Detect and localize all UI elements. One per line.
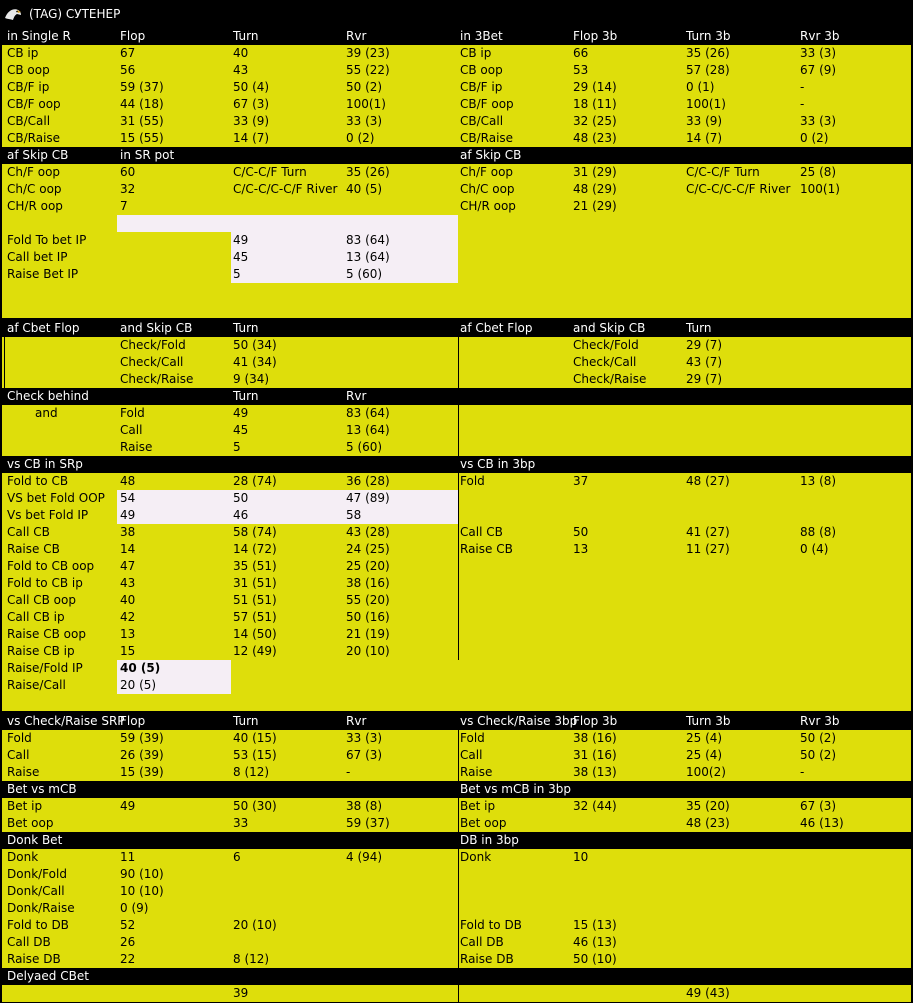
stat-value: 13 (64): [346, 250, 390, 264]
stat-value: 33 (9): [686, 114, 723, 128]
col-header: vs Check/Raise SRP: [7, 714, 125, 728]
stat-label: Donk/Raise: [7, 901, 75, 915]
stat-label: Raise CB: [460, 542, 513, 556]
stat-value: 57 (51): [233, 610, 277, 624]
stat-value: 31 (29): [573, 165, 617, 179]
stat-value: 67 (3): [346, 748, 383, 762]
stat-value: 50 (30): [233, 799, 277, 813]
col-header: and Skip CB: [120, 321, 193, 335]
col-header: and Skip CB: [573, 321, 646, 335]
stat-value: 33 (3): [346, 731, 383, 745]
stat-value: 14 (7): [233, 131, 270, 145]
stat-label: CB/Raise: [460, 131, 514, 145]
stat-value: 39: [233, 986, 249, 1000]
stat-value: 83 (64): [346, 233, 390, 247]
stat-value: 21 (29): [573, 199, 617, 213]
stat-value: 38 (8): [346, 799, 383, 813]
col-header: Turn: [233, 389, 259, 403]
stat-value: 48 (23): [686, 816, 730, 830]
stat-value: 6: [233, 850, 241, 864]
col-header: Check behind: [7, 389, 89, 403]
stat-value: 50 (2): [800, 748, 837, 762]
col-header: in SR pot: [120, 148, 175, 162]
stat-value: 38 (13): [573, 765, 617, 779]
column-divider: [458, 849, 459, 968]
eagle-icon: [4, 6, 22, 22]
stat-value: 52: [120, 918, 136, 932]
stat-value: 0 (9): [120, 901, 149, 915]
stat-value: 41 (27): [686, 525, 730, 539]
stat-value: 38 (16): [573, 731, 617, 745]
stat-label: Ch/F oop: [460, 165, 514, 179]
stat-value: 50 (34): [233, 338, 277, 352]
stat-label: Ch/C oop: [7, 182, 62, 196]
stat-label: Fold to CB: [7, 474, 69, 488]
stat-label: Raise/Call: [7, 678, 66, 692]
stat-value: 35 (51): [233, 559, 277, 573]
column-divider: [458, 985, 459, 1002]
stat-value: 83 (64): [346, 406, 390, 420]
stat-value: 67: [120, 46, 136, 60]
stat-label: Bet oop: [460, 816, 507, 830]
stat-value: 46: [233, 508, 249, 522]
stat-value: 29 (14): [573, 80, 617, 94]
stat-value: 50 (4): [233, 80, 270, 94]
stat-label: Check/Fold: [120, 338, 186, 352]
column-divider: [458, 730, 459, 781]
stat-value: 13: [120, 627, 136, 641]
stat-value: 50 (2): [800, 731, 837, 745]
column-divider: [458, 337, 459, 388]
stat-value: 14: [120, 542, 136, 556]
stat-value: 55 (22): [346, 63, 390, 77]
stat-value: 100(1): [346, 97, 386, 111]
col-header: Turn: [233, 321, 259, 335]
stat-value: 15 (13): [573, 918, 617, 932]
col-header: Turn: [233, 29, 259, 43]
stat-value: 67 (3): [233, 97, 270, 111]
stat-label: Call: [7, 748, 30, 762]
stat-value: C/C-C/C-C/F River: [233, 182, 338, 196]
stat-value: 31 (55): [120, 114, 164, 128]
stat-value: 29 (7): [686, 338, 723, 352]
col-header: Turn: [233, 714, 259, 728]
stat-value: 49: [120, 799, 136, 813]
col-header: Flop: [120, 714, 146, 728]
stat-value: 5: [233, 267, 241, 281]
stat-value: 7: [120, 199, 128, 213]
stat-label: Ch/C oop: [460, 182, 515, 196]
stat-label: Donk/Fold: [7, 867, 67, 881]
stat-value: 14 (50): [233, 627, 277, 641]
stat-value: 5 (60): [346, 440, 383, 454]
stat-value: 0 (1): [686, 80, 715, 94]
stat-value: 25 (4): [686, 748, 723, 762]
column-divider: [458, 405, 459, 456]
stat-label: Fold To bet IP: [7, 233, 87, 247]
stat-value: 50: [233, 491, 249, 505]
stat-value: -: [346, 765, 351, 779]
stat-label: Call CB: [7, 525, 50, 539]
stat-value: 25 (4): [686, 731, 723, 745]
stat-value: 56: [120, 63, 136, 77]
stat-value: 45: [233, 250, 249, 264]
highlight-block: [117, 490, 458, 524]
stat-value: 58 (74): [233, 525, 277, 539]
stat-label: Call bet IP: [7, 250, 68, 264]
stat-value: 59 (37): [120, 80, 164, 94]
stat-value: 59 (37): [346, 816, 390, 830]
window-title: (TAG) СУТЕНЕР: [29, 7, 121, 21]
stat-label: Fold to DB: [460, 918, 522, 932]
stat-value: 53: [573, 63, 589, 77]
stat-value: 49: [120, 508, 136, 522]
stat-label: Call: [120, 423, 143, 437]
stat-value: 25 (20): [346, 559, 390, 573]
stat-label: Check/Call: [573, 355, 637, 369]
stat-value: 18 (11): [573, 97, 617, 111]
stat-value: 20 (5): [120, 678, 157, 692]
stat-value: 40: [120, 593, 136, 607]
col-header: Bet vs mCB: [7, 782, 77, 796]
stat-value: 8 (12): [233, 765, 270, 779]
and-label: and: [35, 406, 58, 420]
stat-value: 47 (89): [346, 491, 390, 505]
col-header: Turn 3b: [686, 714, 731, 728]
stat-value: -: [800, 97, 805, 111]
stat-label: CB ip: [7, 46, 39, 60]
col-header: Rvr 3b: [800, 714, 840, 728]
stat-value: 33 (3): [346, 114, 383, 128]
stats-panel-single-3bet: [2, 28, 911, 318]
stats-panel-vs-cr-donk: [2, 713, 911, 1002]
stat-value: 36 (28): [346, 474, 390, 488]
stat-value: 14 (7): [686, 131, 723, 145]
stat-label: Call DB: [7, 935, 51, 949]
stat-label: Raise CB oop: [7, 627, 86, 641]
stat-value: 33 (9): [233, 114, 270, 128]
col-header: Turn: [686, 321, 712, 335]
col-header: Rvr: [346, 389, 367, 403]
stat-value: 54: [120, 491, 136, 505]
stat-label: CB oop: [460, 63, 503, 77]
stat-label: CB ip: [460, 46, 492, 60]
stat-value: 59 (39): [120, 731, 164, 745]
stat-value: 31 (51): [233, 576, 277, 590]
stat-value: 24 (25): [346, 542, 390, 556]
stat-value: 48 (23): [573, 131, 617, 145]
stat-value: 8 (12): [233, 952, 270, 966]
column-divider: [458, 473, 459, 660]
stat-label: Fold to CB ip: [7, 576, 83, 590]
stat-label: Bet ip: [7, 799, 43, 813]
col-header: Rvr: [346, 29, 367, 43]
stat-value: 29 (7): [686, 372, 723, 386]
stat-value: 40 (15): [233, 731, 277, 745]
stat-value: 13: [573, 542, 589, 556]
col-header: vs CB in SRp: [7, 457, 83, 471]
stat-label: CH/R oop: [7, 199, 63, 213]
stat-label: CB/Call: [7, 114, 51, 128]
stat-label: CB oop: [7, 63, 50, 77]
stat-label: Call CB oop: [7, 593, 76, 607]
stat-label: CB/Raise: [7, 131, 61, 145]
stats-panel-vs-cb: [2, 456, 911, 711]
col-header: vs CB in 3bp: [460, 457, 536, 471]
stat-value: 43 (7): [686, 355, 723, 369]
stat-value: 26 (39): [120, 748, 164, 762]
stat-value: 100(1): [686, 97, 726, 111]
stat-label: Fold to DB: [7, 918, 69, 932]
col-header: in 3Bet: [460, 29, 503, 43]
stat-value: 0 (2): [346, 131, 375, 145]
stat-value: 57 (28): [686, 63, 730, 77]
stat-value: 88 (8): [800, 525, 837, 539]
stat-label: Fold: [460, 474, 485, 488]
stat-value: 46 (13): [573, 935, 617, 949]
stat-value: 25 (8): [800, 165, 837, 179]
stat-value: 15 (39): [120, 765, 164, 779]
stat-value: -: [800, 765, 805, 779]
stat-label: CB/F ip: [460, 80, 503, 94]
stat-label: Donk: [460, 850, 492, 864]
stat-value: 31 (16): [573, 748, 617, 762]
stat-label: Call: [460, 748, 483, 762]
stat-value: 100(2): [686, 765, 726, 779]
stat-value: 26: [120, 935, 136, 949]
col-header: Delyaed CBet: [7, 969, 89, 983]
stat-label: Fold: [7, 731, 32, 745]
header-delayed-cbet: [2, 968, 911, 985]
stat-value: 13 (64): [346, 423, 390, 437]
stat-value: 43 (28): [346, 525, 390, 539]
stat-value: 50: [573, 525, 589, 539]
stat-value: 38 (16): [346, 576, 390, 590]
stat-label: Donk/Call: [7, 884, 65, 898]
stat-value: 33 (3): [800, 46, 837, 60]
column-divider: [4, 337, 5, 388]
stat-label: Raise DB: [7, 952, 61, 966]
stat-value: 90 (10): [120, 867, 164, 881]
stat-value: 33: [233, 816, 249, 830]
stat-value: 37: [573, 474, 589, 488]
stat-label: Fold: [120, 406, 145, 420]
stat-label: Donk: [7, 850, 39, 864]
stat-value: 48 (29): [573, 182, 617, 196]
stat-value: 49 (43): [686, 986, 730, 1000]
stat-value: 50 (2): [346, 80, 383, 94]
stat-label: CH/R oop: [460, 199, 516, 213]
stat-value: 35 (26): [346, 165, 390, 179]
stat-value: C/C-C/C-C/F River: [686, 182, 791, 196]
stat-label: Raise DB: [460, 952, 514, 966]
stat-value: 41 (34): [233, 355, 277, 369]
stat-value: 0 (2): [800, 131, 829, 145]
stat-value: 40: [233, 46, 249, 60]
stat-value: 67 (9): [800, 63, 837, 77]
stat-value: 38: [120, 525, 136, 539]
stat-value: 44 (18): [120, 97, 164, 111]
stat-value: -: [800, 80, 805, 94]
stat-label: Raise Bet IP: [7, 267, 79, 281]
header-bet-vs-mcb: [2, 781, 911, 798]
stat-label: Check/Raise: [573, 372, 647, 386]
stat-value: C/C-C/F Turn: [686, 165, 760, 179]
col-header: in Single R: [7, 29, 71, 43]
stat-value: 50 (16): [346, 610, 390, 624]
stat-value: 28 (74): [233, 474, 277, 488]
stat-value: 20 (10): [346, 644, 390, 658]
stat-value: 50 (10): [573, 952, 617, 966]
stat-value: 32: [120, 182, 136, 196]
stat-label: Call DB: [460, 935, 504, 949]
header-donk-bet: [2, 832, 911, 849]
stat-value: 0 (4): [800, 542, 829, 556]
stat-label: CB/F oop: [7, 97, 61, 111]
stat-value: 13 (8): [800, 474, 837, 488]
stat-label: Fold: [460, 731, 485, 745]
header-check-behind: [2, 388, 911, 405]
stat-value: 10 (10): [120, 884, 164, 898]
stat-label: Fold to CB oop: [7, 559, 95, 573]
col-header: Bet vs mCB in 3bp: [460, 782, 572, 796]
stat-value: 15 (55): [120, 131, 164, 145]
col-header: Rvr 3b: [800, 29, 840, 43]
stat-value: 60: [120, 165, 136, 179]
stat-label: Call CB: [460, 525, 503, 539]
stat-value: 42: [120, 610, 136, 624]
stat-value: 11 (27): [686, 542, 730, 556]
col-header: Flop 3b: [573, 29, 618, 43]
stat-label: CB/Call: [460, 114, 504, 128]
header-cbet-skip: [2, 320, 911, 337]
stat-label: Raise: [460, 765, 493, 779]
stat-value: 15: [120, 644, 136, 658]
stat-value: 14 (72): [233, 542, 277, 556]
stat-value: 40 (5): [346, 182, 383, 196]
stat-label: Vs bet Fold IP: [7, 508, 89, 522]
stat-label: Raise CB ip: [7, 644, 75, 658]
col-header: Turn 3b: [686, 29, 731, 43]
stat-value: 55 (20): [346, 593, 390, 607]
stat-value: 47: [120, 559, 136, 573]
stat-label: Raise: [120, 440, 153, 454]
stat-value: 48 (27): [686, 474, 730, 488]
col-header: vs Check/Raise 3bp: [460, 714, 578, 728]
stat-label: Raise/Fold IP: [7, 661, 83, 675]
stat-value: 45: [233, 423, 249, 437]
stat-value: 35 (20): [686, 799, 730, 813]
stat-value: 58: [346, 508, 362, 522]
stat-value: 49: [233, 406, 249, 420]
col-header: Rvr: [346, 714, 367, 728]
stat-value: 10: [573, 850, 589, 864]
stat-value: 33 (3): [800, 114, 837, 128]
stat-label: Check/Raise: [120, 372, 194, 386]
stat-label: Call CB ip: [7, 610, 65, 624]
stat-label: Check/Fold: [573, 338, 639, 352]
title-bar: [0, 0, 913, 28]
header-vs-cb: [2, 456, 911, 473]
col-header: Donk Bet: [7, 833, 63, 847]
header-vs-check-raise: [2, 713, 911, 730]
stat-value: 67 (3): [800, 799, 837, 813]
stat-value: 21 (19): [346, 627, 390, 641]
stat-value: 46 (13): [800, 816, 844, 830]
stat-label: VS bet Fold OOP: [7, 491, 105, 505]
stat-value: 51 (51): [233, 593, 277, 607]
stat-value: 22: [120, 952, 136, 966]
col-header: af Skip CB: [460, 148, 522, 162]
stat-label: Bet ip: [460, 799, 496, 813]
stat-label: Bet oop: [7, 816, 54, 830]
header-single-3bet: [2, 28, 911, 45]
stat-value: 32 (44): [573, 799, 617, 813]
col-header: af Cbet Flop: [460, 321, 533, 335]
stat-value: 40 (5): [120, 661, 161, 675]
stat-value: 9 (34): [233, 372, 270, 386]
stat-value: 12 (49): [233, 644, 277, 658]
stat-value: 53 (15): [233, 748, 277, 762]
header-skip-cb: [2, 147, 911, 164]
stat-label: Raise CB: [7, 542, 60, 556]
stat-label: CB/F ip: [7, 80, 50, 94]
stat-value: 5: [233, 440, 241, 454]
stat-value: C/C-C/F Turn: [233, 165, 307, 179]
stat-label: Raise: [7, 765, 40, 779]
stat-value: 100(1): [800, 182, 840, 196]
col-header: af Skip CB: [7, 148, 69, 162]
col-header: af Cbet Flop: [7, 321, 80, 335]
stat-value: 32 (25): [573, 114, 617, 128]
stat-value: 35 (26): [686, 46, 730, 60]
col-header: Flop: [120, 29, 146, 43]
stat-value: 66: [573, 46, 589, 60]
column-divider: [458, 798, 459, 832]
stat-value: 39 (23): [346, 46, 390, 60]
highlight-block: [117, 215, 458, 232]
stat-label: Check/Call: [120, 355, 184, 369]
stat-value: 49: [233, 233, 249, 247]
stat-value: 4 (94): [346, 850, 383, 864]
stat-value: 5 (60): [346, 267, 383, 281]
stat-value: 43: [120, 576, 136, 590]
col-header: DB in 3bp: [460, 833, 519, 847]
stat-value: 43: [233, 63, 249, 77]
stat-value: 48: [120, 474, 136, 488]
highlight-block: [231, 232, 458, 283]
stat-value: 20 (10): [233, 918, 277, 932]
stats-panel-cbet-skip: [2, 320, 911, 456]
stat-label: CB/F oop: [460, 97, 514, 111]
stat-value: 11: [120, 850, 136, 864]
col-header: Flop 3b: [573, 714, 618, 728]
stat-label: Ch/F oop: [7, 165, 61, 179]
